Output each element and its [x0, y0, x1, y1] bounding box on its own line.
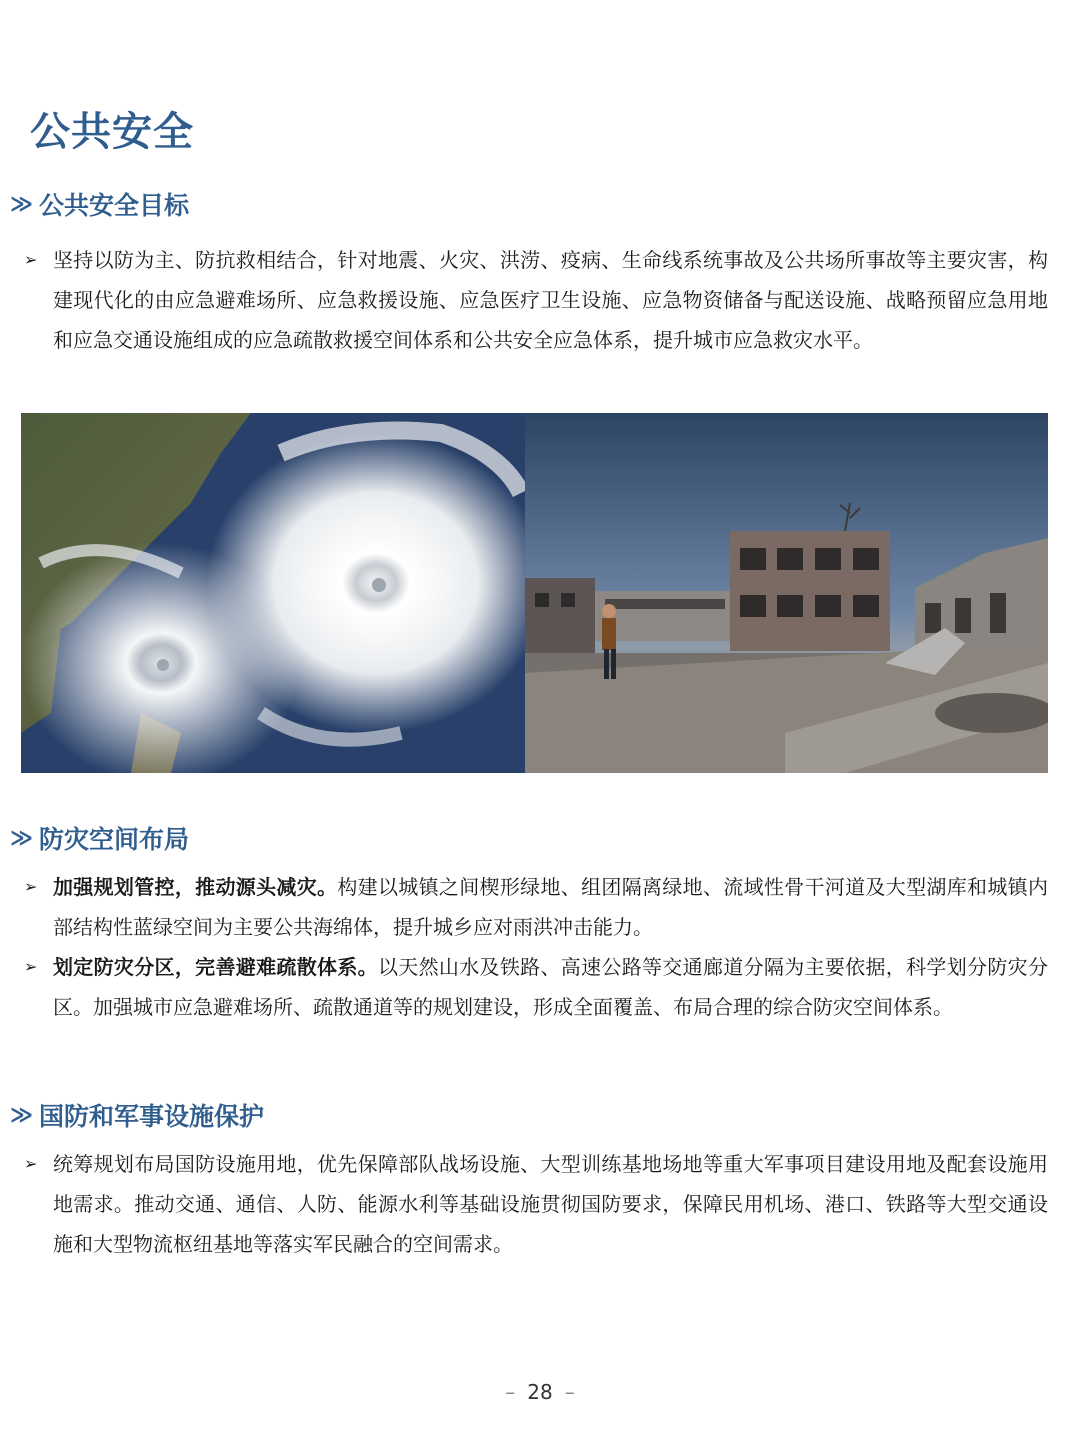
page-number — [0, 1380, 1080, 1404]
paragraph — [24, 867, 1048, 947]
paragraph — [24, 240, 1048, 360]
double-chevron-icon: ≫ — [10, 191, 30, 217]
arrow-bullet-icon: ➢ — [24, 250, 38, 269]
ruined-buildings-image — [525, 413, 1048, 773]
section-heading-label: 防灾空间布局 — [39, 825, 190, 854]
section-heading-layout — [10, 820, 189, 856]
photo-strip — [21, 413, 1048, 773]
paragraph — [24, 1144, 1048, 1264]
section-heading-label: 国防和军事设施保护 — [39, 1102, 265, 1131]
arrow-bullet-icon: ➢ — [24, 1154, 38, 1173]
page-number-label: 28 — [527, 1380, 553, 1404]
paragraph-text: 以天然山水及铁路、高速公路等交通廊道分隔为主要依据，科学划分防灾分区。加强城市应急避难场所、疏散通道等的规划建设，形成全面覆盖、布局合理的综合防灾空间体系。 — [53, 955, 1048, 1019]
section-heading-label: 公共安全目标 — [39, 191, 190, 220]
page-title: 公共安全 — [30, 109, 194, 155]
paragraph-bold-lead: 划定防灾分区，完善避难疏散体系。 — [53, 955, 378, 979]
paragraph-text: 构建以城镇之间楔形绿地、组团隔离绿地、流域性骨干河道及大型湖库和城镇内部结构性蓝绿空间为主要公共海绵体，提升城乡应对雨洪冲击能力。 — [53, 875, 1048, 939]
page-number-dash: – — [505, 1380, 516, 1404]
paragraph-bold-lead: 加强规划管控，推动源头减灾。 — [53, 875, 338, 899]
typhoon-satellite-image — [21, 413, 525, 773]
arrow-bullet-icon: ➢ — [24, 957, 38, 976]
paragraph-text: 统筹规划布局国防设施用地，优先保障部队战场设施、大型训练基地场地等重大军事项目建设用地及配套设施用地需求。推动交通、通信、人防、能源水利等基础设施贯彻国防要求，保障民用机场、港口、铁路等大型交通设施和大型物流枢纽基地等落实军民融合的空间需求。 — [53, 1152, 1048, 1256]
double-chevron-icon: ≫ — [10, 1102, 30, 1128]
double-chevron-icon: ≫ — [10, 825, 30, 851]
page-number-dash: – — [564, 1380, 575, 1404]
paragraph — [24, 947, 1048, 1027]
section-heading-defense — [10, 1097, 264, 1133]
section-heading-goals — [10, 186, 189, 222]
paragraph-text: 坚持以防为主、防抗救相结合，针对地震、火灾、洪涝、疫病、生命线系统事故及公共场所事故等主要灾害，构建现代化的由应急避难场所、应急救援设施、应急医疗卫生设施、应急物资储备与配送设施、战略预留应急用地和应急交通设施组成的应急疏散救援空间体系和公共安全应急体系，提升城市应急救灾水平。 — [53, 248, 1048, 352]
arrow-bullet-icon: ➢ — [24, 877, 38, 896]
